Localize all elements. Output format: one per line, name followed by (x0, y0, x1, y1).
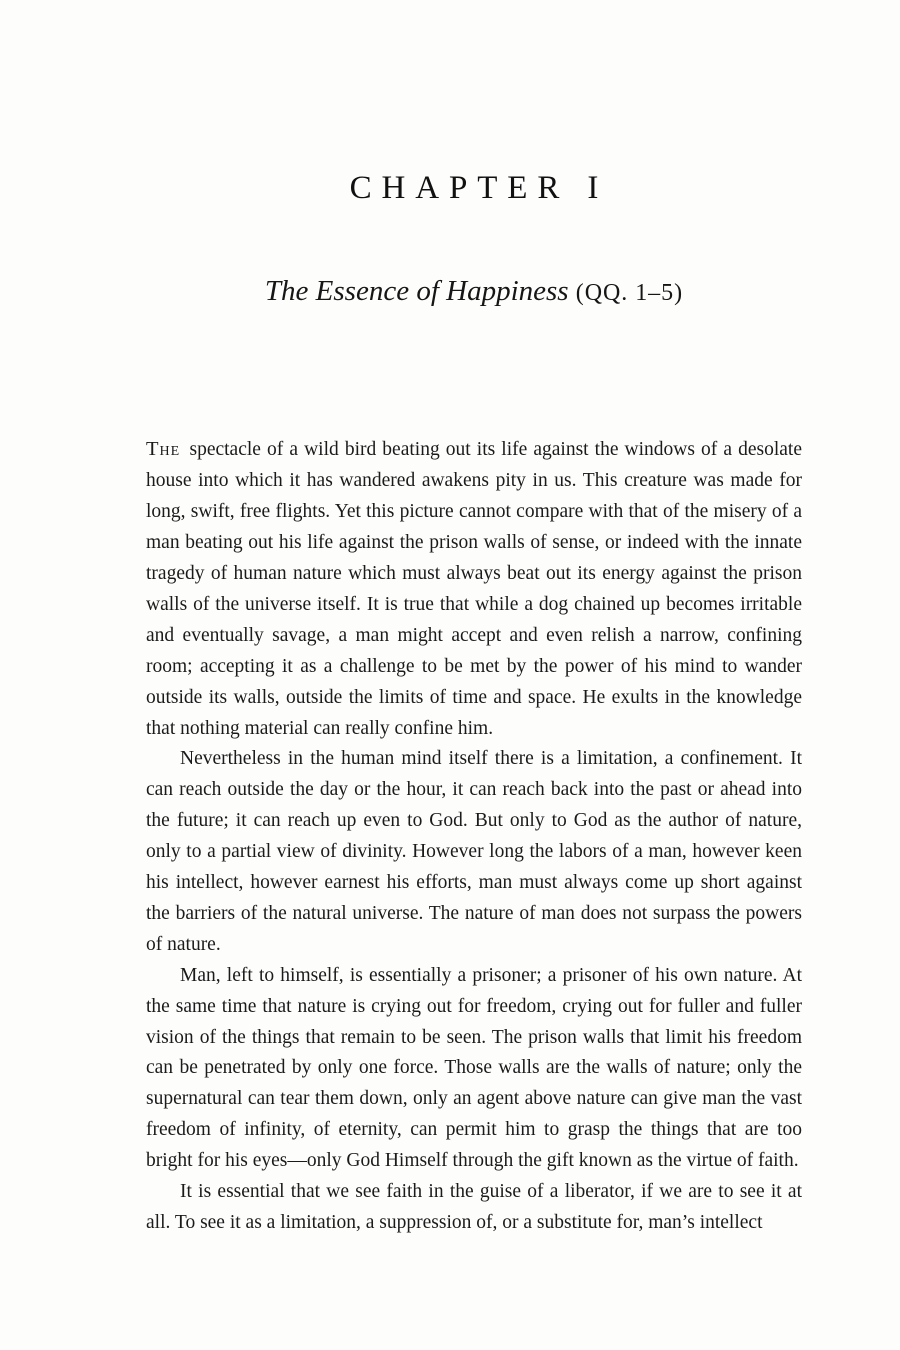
paragraph-1-lead-word: The (146, 438, 181, 461)
paragraph-1 (146, 434, 802, 744)
paragraph-2: Nevertheless in the human mind itself there is a limitation, a confinement. It can reach outside the day or the hour, it can reach back into the past or ahead into the future; it can reach up even to God. But only to God as the author of nature, only to a partial view of divinity. However long the labors of a man, however keen his intellect, however earnest his efforts, man must always come up short against the barriers of the natural universe. The nature of man does not surpass the powers of nature. (146, 748, 802, 955)
chapter-subtitle (146, 275, 802, 308)
body-text (146, 434, 802, 1239)
paragraph-4: It is essential that we see faith in the guise of a liberator, if we are to see it at all. To see it as a limitation, a suppression of, or a substitute for, man’s intellect (146, 1181, 802, 1233)
subtitle-title: The Essence of Happiness (264, 275, 569, 307)
paragraph-1-text: spectacle of a wild bird beating out its life against the windows of a desolate house into which it has wandered awakens pity in us. This creature was made for long, swift, free flights. Yet this picture cannot compare with that of the misery of a man beating out his life against the prison walls of sense, or indeed with the innate tragedy of human nature which must always beat out its energy against the prison walls of the universe itself. It is true that while a dog chained up becomes irritable and eventually savage, a man might accept and even relish a narrow, confining room; accepting it as a challenge to be met by the power of his mind to wander outside its walls, outside the limits of time and space. He exults in the knowledge that nothing material can really confine him. (146, 439, 802, 739)
subtitle-question-reference: (QQ. 1–5) (575, 280, 684, 306)
chapter-heading: CHAPTER I (349, 170, 609, 206)
paragraph-3: Man, left to himself, is essentially a prisoner; a prisoner of his own nature. At the same time that nature is crying out for freedom, crying out for fuller and fuller vision of the things that remain to be seen. The prison walls that limit his freedom can be penetrated by only one force. Those walls are the walls of nature; only the supernatural can tear them down, only an agent above nature can give man the vast freedom of infinity, of eternity, can permit him to grasp the things that are too bright for his eyes—only God Himself through the gift known as the virtue of faith. (146, 964, 802, 1172)
